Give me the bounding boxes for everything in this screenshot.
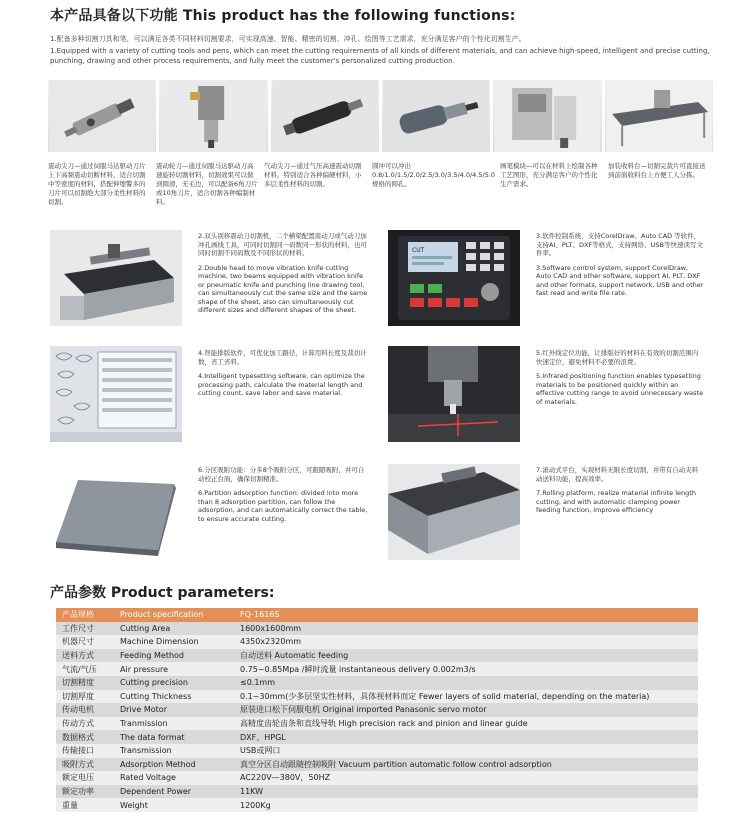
param-value: 4350x2320mm (234, 635, 698, 649)
param-value: 自动送料 Automatic feeding (234, 649, 698, 663)
feature-2-text (198, 232, 370, 321)
param-name-cn: 传输接口 (56, 744, 114, 758)
param-value: 0.1~30mm(少多层坚实性材料，具体视材料而定 Fewer layers of solid material, depending on the materia) (234, 690, 698, 704)
tool-caption: 震动轮刀—通过伺服马达驱动刀高速旋转切割材料，切割效果可以做到圆滑，无毛边，可以配备6角刀片或10角刀片，适合切割各种编制材料。 (155, 162, 258, 206)
param-name-en: Machine Dimension (114, 635, 234, 649)
table-row (56, 635, 698, 649)
header-cell: FQ-1616S (234, 608, 698, 622)
table-row (56, 676, 698, 690)
feature-text-en: 7.Rolling platform, realize material infinite length cutting, and with automatic clamping power feeding function, improve efficiency (536, 489, 696, 514)
param-value: ≤0.1mm (234, 676, 698, 690)
table-row (56, 662, 698, 676)
param-name-cn: 切割厚度 (56, 690, 114, 704)
feature-text-cn: 7.滚动式平台，实现材料无限长度切割，并带有自动夹料动送料功能，提高效率。 (536, 466, 699, 483)
tool-image-strip (48, 80, 713, 152)
param-name-en: Cutting Area (114, 622, 234, 636)
double-head-machine-image (50, 230, 182, 326)
param-name-cn: 切割精度 (56, 676, 114, 690)
param-name-en: Drive Motor (114, 703, 234, 717)
pen-module-image (493, 80, 601, 152)
param-name-en: Feeding Method (114, 649, 234, 663)
table-row (56, 744, 698, 758)
intro-text-cn: 1.配备多种切割刀具和笔，可以满足各类不同材料切割要求，可实现高速、智能、精密的切割、冲孔、绘图等工艺需求，充分满足客户的个性化切割生产。 (50, 35, 526, 43)
feature-text-en: 5.Infrared positioning function enables typesetting materials to be positioned quickly within an effective cutting range to avoid unnecessary waste of materials. (536, 372, 704, 406)
param-name-cn: 机器尺寸 (56, 635, 114, 649)
table-header-row (56, 608, 698, 622)
param-value: 1600x1600mm (234, 622, 698, 636)
table-row (56, 690, 698, 704)
punch-image (382, 80, 490, 152)
param-value: 高精度齿轮齿条和直线导轨 High precision rack and pinion and linear guide (234, 717, 698, 731)
tool-caption: 加装收料台—切割完裁片可直接送到前面收料台上方便工人分拣。 (608, 162, 706, 179)
param-name-cn: 传动方式 (56, 717, 114, 731)
wheel-knife-image (159, 80, 267, 152)
feature-text-cn: 6.分区吸附功能：分多8个吸附分区，可跟随吸附，并可自动校正台面，确保切割精准。 (198, 466, 365, 483)
param-name-en: Weight (114, 798, 234, 812)
vibration-knife-image (48, 80, 156, 152)
functions-title: 本产品具备以下功能 This product has the following functions: (50, 8, 516, 24)
feature-text-cn: 4.智能排版软件，可优化加工路径，计算用料长度及裁切计数，省工省料。 (198, 349, 367, 366)
feature-6-text (198, 466, 370, 529)
param-value: USB或网口 (234, 744, 698, 758)
param-name-en: Rated Voltage (114, 771, 234, 785)
param-name-en: Adsorption Method (114, 758, 234, 772)
param-name-en: Cutting precision (114, 676, 234, 690)
param-name-en: Air pressure (114, 662, 234, 676)
header-cell: Product specification (114, 608, 234, 622)
param-name-cn: 工作尺寸 (56, 622, 114, 636)
feature-3-text (536, 232, 704, 304)
tool-caption: 震动尖刀—通过伺服马达驱动刀片上下高频震动切断材料，适合切割中等密度的材料，搭配伸缩警多的刀片可以切割绝大部分柔性材料的切割。 (48, 162, 146, 206)
table-row (56, 717, 698, 731)
param-name-en: The data format (114, 730, 234, 744)
rolling-platform-image (388, 464, 520, 560)
table-row (56, 758, 698, 772)
feature-text-cn: 3.软件控制系统，支持CorelDraw、Auto CAD 等软件，支持AI、PLT、DXF等格式，支持网络、USB等快速读写文件率。 (536, 232, 704, 257)
feature-text-en: 2.Double head to move vibration knife cutting machine, two beams equipped with vibration knife or pneumatic knife and punching line drawing tool, can simultaneously cut the same size and the same shape of the sheet, also can simultaneously cut different sizes and different shapes of the sheet. (198, 263, 368, 314)
param-value: 真空分区自动跟随控制吸附 Vacuum partition automatic follow control adsorption (234, 758, 698, 772)
feature-5-text (536, 349, 704, 412)
table-row (56, 730, 698, 744)
param-value: 11KW (234, 785, 698, 799)
param-name-cn: 气流/气压 (56, 662, 114, 676)
feature-text-cn: 2.双头别移震动刀切割机，二个横梁配置震动刀或气动刀加冲孔画线工具，可同时切割同一码数同一形状的材料，也可同时切割不同码数及不同形状的材料。 (198, 232, 367, 257)
param-name-en: Cutting Thickness (114, 690, 234, 704)
param-value: 1200Kg (234, 798, 698, 812)
intro-text-en: 1.Equipped with a variety of cutting tools and pens, which can meet the cutting requirements of all kinds of different materials, and can achieve high-speed, intelligent and precise cutting, punching, drawing and other process requirements, and fully meet the customer's personalized cutting production. (50, 47, 710, 65)
param-name-cn: 额定功率 (56, 785, 114, 799)
collection-table-image (605, 80, 713, 152)
pneumatic-knife-image (271, 80, 379, 152)
panel-screen-text: CUT (412, 247, 425, 254)
parameters-title: 产品参数 Product parameters: (50, 585, 275, 601)
feature-text-en: 3.Software control system, support CorelDraw, Auto CAD and other software, support AI, PLT, DXF and other formats, support network, USB and other fast read and write file rate. (536, 263, 704, 297)
param-name-cn: 送料方式 (56, 649, 114, 663)
table-row (56, 798, 698, 812)
param-name-cn: 吸附方式 (56, 758, 114, 772)
param-name-cn: 重量 (56, 798, 114, 812)
tool-caption: 画笔模块—可以在材料上绘制各种工艺图形，充分满足客户的个性化生产需求。 (500, 162, 598, 188)
param-value: DXF、HPGL (234, 730, 698, 744)
typesetting-software-image (50, 346, 182, 442)
tool-caption: 气动尖刀—通过气压高速震动切割材料，特别适合各种偏硬材料，小多层柔性材料的切割。 (263, 162, 362, 188)
header-cell: 产品规格 (56, 608, 114, 622)
control-panel-image (388, 230, 520, 326)
param-value: 原装进口松下伺服电机 Original imported Panasonic servo motor (234, 703, 698, 717)
tool-caption: 圆冲可以冲出0.8/1.0/1.5/2.0/2.5/3.0/3.5/4.0/4.5/5.0规格的圆孔。 (371, 162, 496, 188)
param-value: AC220V—380V，50HZ (234, 771, 698, 785)
adsorption-table-image (50, 464, 182, 560)
table-row (56, 771, 698, 785)
param-name-cn: 数据格式 (56, 730, 114, 744)
param-value: 0.75~0.85Mpa /瞬时流量 instantaneous delivery 0.002m3/s (234, 662, 698, 676)
parameters-table (56, 608, 698, 812)
param-name-cn: 传动电机 (56, 703, 114, 717)
feature-7-text (536, 466, 704, 521)
tool-captions (48, 162, 713, 207)
feature-text-en: 4.Intelligent typesetting software, can optimize the processing path, calculate the material length and cutting count, save labor and save material. (198, 372, 365, 397)
table-row (56, 785, 698, 799)
table-row (56, 622, 698, 636)
param-name-cn: 额定电压 (56, 771, 114, 785)
feature-text-en: 6.Partition adsorption function: divided into more than 8 adsorption partition, can follow the adsorption, and can automatically correct the table, to ensure accurate cutting. (198, 489, 368, 523)
param-name-en: Tranmission (114, 717, 234, 731)
param-name-en: Transmission (114, 744, 234, 758)
feature-4-text (198, 349, 370, 404)
table-row (56, 703, 698, 717)
param-name-en: Dependent Power (114, 785, 234, 799)
feature-text-cn: 5.红外线定位功能，让排版好的材料在有效的切割范围内快速定位，避免材料不必要的浪费。 (536, 349, 699, 366)
infrared-positioning-image (388, 346, 520, 442)
table-row (56, 649, 698, 663)
